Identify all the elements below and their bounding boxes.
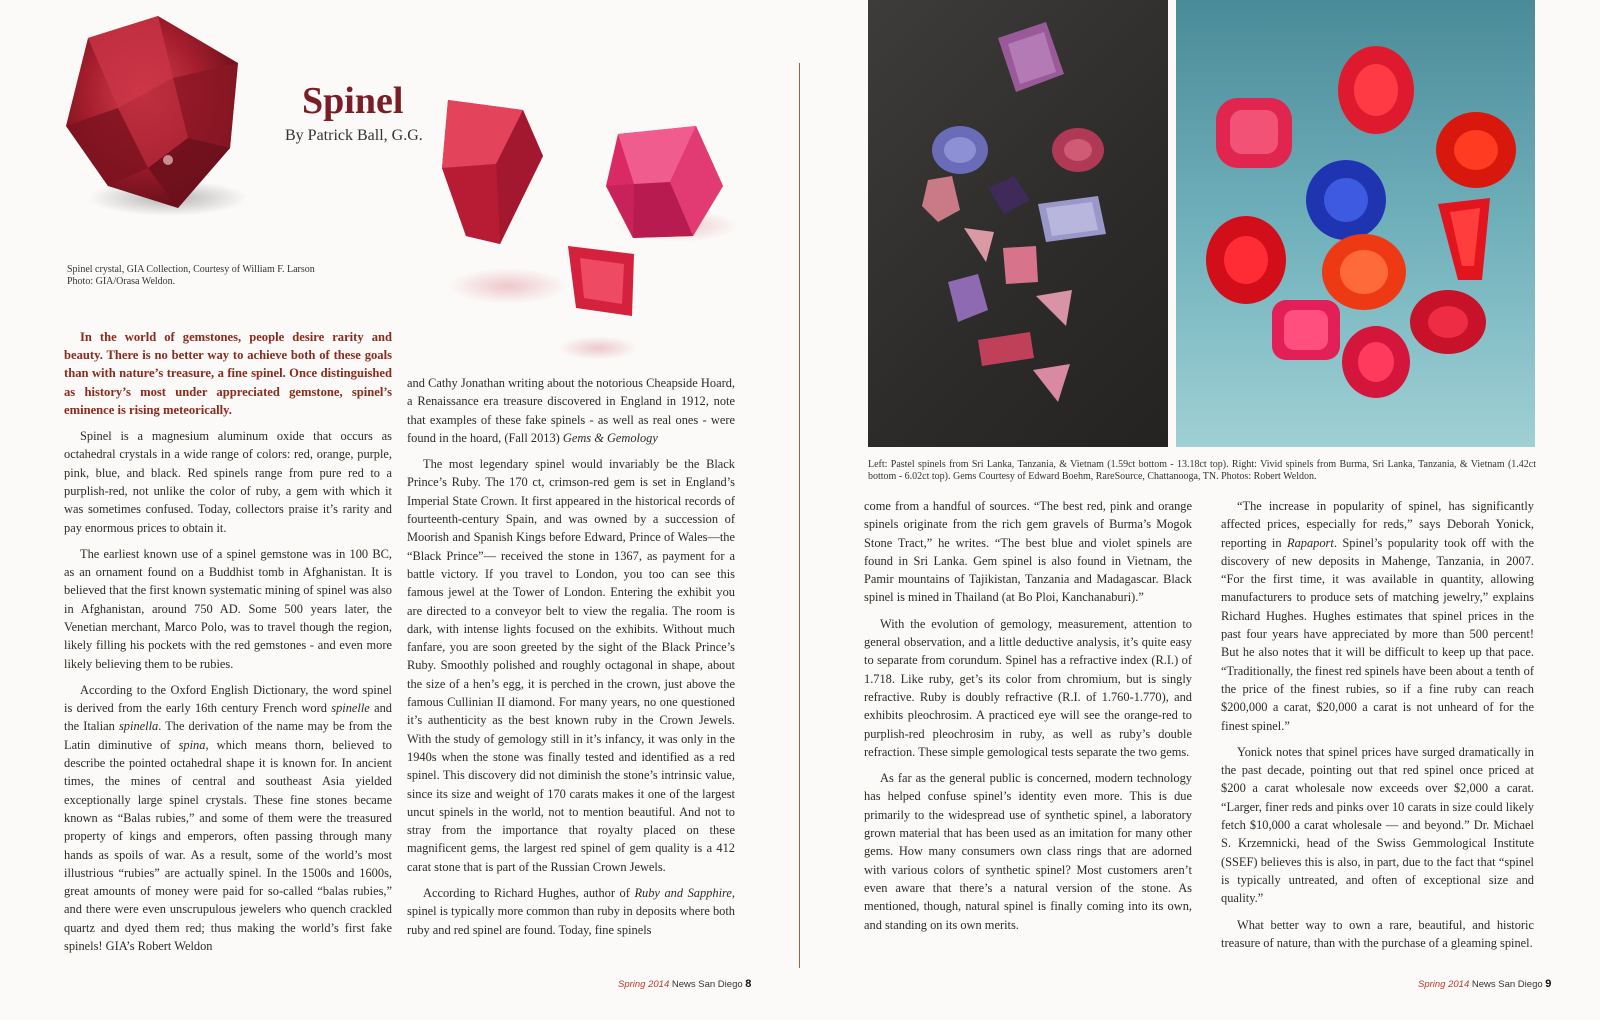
paragraph: and Cathy Jonathan writing about the notorious Cheapside Hoard, a Renaissance era treasure discovered in England in 1912, note that examples of these fake spinels - as well as real ones - were found in the hoard, (Fall 2013) Gems & Gemology — [407, 376, 735, 445]
paragraph: come from a handful of sources. “The best red, pink and orange spinels originate from the rich gem gravels of Burma’s Mogok Stone Tract,” he writes. “The best blue and violet spinels are found in Sri Lanka. Gem spinel is also found in Vietnam, the Pamir mountains of Tajikistan, Tanzania and Madagascar. Black spinel is mined in Thailand (at Bo Ploi, Kanchanaburi).” — [864, 499, 1192, 605]
spinel-crystal-photo — [48, 8, 258, 223]
vivid-spinels-photo — [1176, 0, 1535, 447]
paragraph: The most legendary spinel would invariably be the Black Prince’s Ruby. The 170 ct, crimson-red gem is set in England’s Imperial State Crown. It first appeared in the historical records of fourteenth-century Spain, and was owned by a succession of Moorish and Spanish Kings before Edward, Prince of Wales—the “Black Prince”— received the stone in 1367, as payment for a battle victory. If you travel to London, you too can see this famous jewel at the Tower of London. Entering the exhibit you are directed to a conveyor belt to view the regalia. The room is dark, with intense lights focused on the exhibits. Without much fanfare, you are soon greeted by the sight of the Black Prince’s Ruby. Smoothly polished and roughly octagonal in shape, about the size of a hen’s egg, it is perched in the crown, just above the famous Cullinian II diamond. For many years, no one questioned it’s authenticity as the best known ruby in the Crown Jewels. With the study of gemology still in it’s infancy, it was only in the 1940s when the stone was finally tested and identified as a red spinel. This discovery did not diminish the stone’s intrinsic value, since its size and weight of 170 carats makes it one of the largest uncut spinels in the world, not to mention beautiful. And not to stray from the importance that royalty placed on these magnificent gems, the largest red spinel of gem quality is a 412 carat stone that is part of the Russian Crown Jewels. — [407, 457, 735, 874]
paragraph: “The increase in popularity of spinel, has significantly affected prices, especially for reds,” says Deborah Yonick, reporting in Rapaport. Spinel’s popularity took off with the discovery of new deposits in Mahenge, Tanzania, in 2007. “For the first time, it was available in quantity, allowing manufacturers to produce sets of matching jewelry,” explains Richard Hughes. Hughes estimates that spinel prices in the past four years have appreciated by more than 500 percent! But he also notes that it will be difficult to keep up that pace. “Traditionally, the finest red spinels have been about a tenth of the price of the finest rubies, so if a fine ruby can reach $200,000 a carat, $20,000 a carat is not unheard of for the finest spinel.” — [1221, 499, 1534, 733]
pastel-spinels-photo — [868, 0, 1168, 447]
paragraph: Spinel is a magnesium aluminum oxide that occurs as octahedral crystals in a wide range of colors: red, orange, purple, pink, blue, and black. Red spinels range from pure red to a purplish-red, not unlike the color of ruby, a gem with which it was sometimes confused. Today, collectors praise it’s rarity and pay enormous prices to obtain it. — [64, 429, 392, 535]
vivid-gems-illustration — [1176, 0, 1535, 447]
spinel-gems-photo — [438, 86, 768, 366]
right-column-2 — [1221, 497, 1534, 960]
page-number: 9 — [1545, 978, 1552, 990]
page-folio — [1418, 978, 1551, 990]
left-column-1 — [64, 328, 392, 963]
lead-paragraph: In the world of gemstones, people desire rarity and beauty. There is no better way to achieve both of these goals than with nature’s treasure, a fine spinel. Once distinguished as history’s most under appreciated gemstone, spinel’s eminence is rising meteorically. — [64, 330, 392, 417]
left-column-2 — [407, 374, 735, 947]
paragraph: According to Richard Hughes, author of Ruby and Sapphire, spinel is typically more common than ruby in deposits where both ruby and red spinel are found. Today, fine spinels — [407, 886, 735, 937]
folio-season: Spring 2014 — [618, 979, 670, 990]
credit-line-2: Photo: GIA/Orasa Weldon. — [67, 276, 176, 287]
left-page — [0, 0, 800, 1020]
folio-magazine: News San Diego — [1471, 979, 1543, 990]
credit-line-1: Spinel crystal, GIA Collection, Courtesy of William F. Larson — [67, 264, 315, 275]
paragraph: What better way to own a rare, beautiful, and historic treasure of nature, than with the purchase of a gleaming spinel. — [1221, 917, 1534, 950]
article-title: Spinel — [302, 80, 404, 122]
photo-caption: Left: Pastel spinels from Sri Lanka, Tanzania, & Vietnam (1.59ct bottom - 13.18ct top). Right: Vivid spinels from Burma, Sri Lanka, Tanzania, & Vietnam (1.42ct bottom - 6.02ct top). Gems Courtesy of Edward Boehm, RareSource, Chattanooga, TN. Photos: Robert Weldon. — [868, 459, 1536, 482]
article-byline: By Patrick Ball, G.G. — [285, 127, 423, 144]
page-number: 8 — [745, 978, 752, 990]
folio-season: Spring 2014 — [1418, 979, 1470, 990]
right-column-1 — [864, 497, 1192, 942]
paragraph: According to the Oxford English Dictionary, the word spinel is derived from the early 16th century French word spinelle and the Italian spinella. The derivation of the name may be from the Latin diminutive of spina, which means thorn, believed to describe the pointed octahedral shape it is known for. In ancient times, the mines of central and southeast Asia yielded exceptionally large spinel crystals. These fine stones became known as “Balas rubies,” and some of them were the treasured property of kings and emperors, often passing through many hands as spoils of war. As a result, some of the world’s most illustrious “rubies” are actually spinel. In the 1500s and 1600s, great amounts of money were paid for so-called “balas rubies,” and there were even unscrupulous jewelers who quench crackled quartz and dyed them red; thus making the world’s first fake spinels! GIA’s Robert Weldon — [64, 682, 393, 954]
crystal-photo-credit — [67, 264, 315, 288]
paragraph: With the evolution of gemology, measurement, attention to general observation, and a little deductive analysis, it’s quite easy to separate from corundum. Spinel has a refractive index (R.I.) of 1.718. Like ruby, get’s its color from chromium, but is singly refractive. Ruby is doubly refractive (R.I. of 1.760-1.770), and exhibits pleochrosim. A practiced eye will see the orange-red to purplish-red pleochrosim in ruby, as well as ruby’s double refraction. These simple gemological tests separate the two gems. — [864, 616, 1192, 759]
pastel-gems-illustration — [868, 0, 1168, 447]
paragraph: The earliest known use of a spinel gemstone was in 100 BC, as an ornament found on a Buddhist tomb in Afghanistan. It is believed that the first known systematic mining of spinel was also in Afghanistan, around 750 AD. Some 500 years later, the Venetian merchant, Marco Polo, was to travel though the region, likely filling his pockets with the red gemstones - and even more likely believing them to be rubies. — [64, 546, 392, 671]
page-folio — [618, 978, 751, 990]
paragraph: As far as the general public is concerned, modern technology has helped confuse spinel’s identity even more. This is due primarily to the widespread use of synthetic spinel, a laboratory grown material that has been used as an imitation for many other gems. How many consumers own class rings that are adorned with various colors of synthetic spinel? Most customers aren’t even aware that there’s a natural version of the stone. As mentioned, though, natural spinel is finally coming into its own, and standing on its own merits. — [864, 771, 1192, 932]
folio-magazine: News San Diego — [671, 979, 743, 990]
paragraph: Yonick notes that spinel prices have surged dramatically in the past decade, pointing out that red spinel once priced at $200 a carat wholesale now exceeds over $2,000 a carat. “Larger, finer reds and pinks over 10 carats in size could likely fetch $10,000 a carat wholesale — and beyond.” Dr. Michael S. Krzemnicki, head of the Swiss Gemmological Institute (SSEF) believes this is also, in part, due to the fact that “spinel is typically untreated, and often of exceptional size and quality.” — [1221, 744, 1534, 906]
